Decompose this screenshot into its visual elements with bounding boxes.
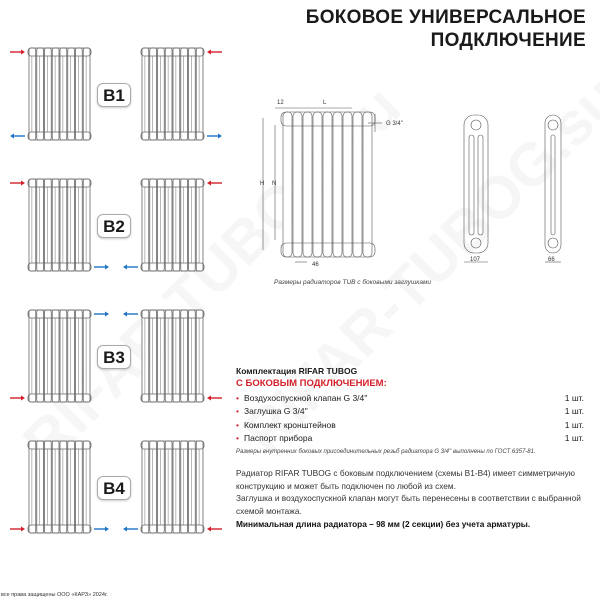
radiator-section: [37, 441, 44, 533]
copyright: все права защищены ООО «КАРЗ» 2024г.: [1, 592, 108, 598]
radiator-section: [165, 179, 172, 271]
return-arrow-icon-head: [218, 134, 222, 139]
radiator-section: [165, 441, 172, 533]
radiator-section: [158, 310, 165, 402]
radiator-section: [173, 179, 180, 271]
radiator-section: [45, 441, 52, 533]
supply-arrow-icon-head: [207, 181, 211, 186]
radiator-section: [142, 441, 149, 533]
radiator-section: [45, 179, 52, 271]
radiator-section: [173, 48, 180, 140]
dim-L: L: [323, 100, 327, 106]
supply-arrow-icon-head: [207, 527, 211, 532]
kit-item-name: Комплект кронштейнов: [243, 419, 336, 430]
radiator-section: [150, 310, 157, 402]
radiator-section: [173, 310, 180, 402]
radiator-section: [52, 48, 59, 140]
radiator-section: [181, 48, 188, 140]
dim-H: H: [260, 181, 265, 187]
kit-item: • Паспорт прибора 1 шт.: [236, 432, 584, 445]
radiator-section: [83, 310, 90, 402]
radiator-section: [150, 48, 157, 140]
radiator-section: [29, 441, 36, 533]
radiator-section: [196, 310, 203, 402]
radiator-section: [181, 179, 188, 271]
kit-item-qty: 1 шт.: [564, 432, 584, 443]
radiator-section: [165, 310, 172, 402]
radiator-column: [323, 112, 332, 257]
radiator-column: [313, 112, 322, 257]
description-p2: Заглушка и воздухоспускной клапан могут быть перенесены в соответствии с выбранной схемой монтажа.: [236, 493, 581, 517]
thread-label: G 3/4'': [386, 121, 403, 127]
return-arrow-icon-head: [123, 312, 127, 317]
radiator-section: [45, 310, 52, 402]
radiator-column: [363, 112, 372, 257]
kit-heading: Комплектация RIFAR TUBOG: [236, 366, 358, 376]
radiator-section: [29, 179, 36, 271]
radiator-section: [37, 310, 44, 402]
radiator-section: [142, 310, 149, 402]
radiator-section: [181, 441, 188, 533]
return-arrow-icon-head: [123, 527, 127, 532]
supply-arrow-icon-head: [207, 396, 211, 401]
kit-item-qty: 1 шт.: [564, 419, 584, 430]
radiator-section: [68, 48, 75, 140]
supply-arrow-icon-head: [207, 50, 211, 55]
return-arrow-icon-head: [105, 527, 109, 532]
radiator-section: [60, 179, 67, 271]
radiator-section: [150, 441, 157, 533]
radiator-section: [158, 441, 165, 533]
description: [236, 467, 584, 531]
radiator-section: [189, 179, 196, 271]
radiator-section: [52, 310, 59, 402]
kit-item: • Воздухоспускной клапан G 3/4'' 1 шт.: [236, 392, 584, 405]
radiator-section: [76, 441, 83, 533]
radiator-section: [196, 441, 203, 533]
radiator-section: [142, 48, 149, 140]
supply-arrow-icon-head: [21, 396, 25, 401]
radiator-section: [150, 179, 157, 271]
page-title: [306, 6, 586, 52]
title-line: ПОДКЛЮЧЕНИЕ: [430, 30, 586, 51]
radiator-section: [52, 441, 59, 533]
radiator-section: [68, 179, 75, 271]
radiator-section: [60, 48, 67, 140]
radiator-section: [60, 441, 67, 533]
kit-note: Размеры внутренних боковых присоединительных резьб радиатора G 3/4'' выполнены по ГОСТ 6357-81.: [236, 449, 536, 456]
kit-section: [236, 366, 584, 455]
dim-46: 46: [312, 262, 319, 268]
radiator-section: [60, 310, 67, 402]
radiator-section: [173, 441, 180, 533]
radiator-section: [196, 179, 203, 271]
return-arrow-icon-head: [10, 134, 14, 139]
dimension-drawing: [255, 90, 600, 278]
radiator-section: [158, 48, 165, 140]
kit-item: • Заглушка G 3/4'' 1 шт.: [236, 405, 584, 418]
kit-item-name: Воздухоспускной клапан G 3/4'': [243, 393, 368, 403]
supply-arrow-icon-head: [21, 181, 25, 186]
radiator-column: [353, 112, 362, 257]
radiator-section: [76, 179, 83, 271]
radiator-section: [45, 48, 52, 140]
radiator-section: [83, 441, 90, 533]
kit-item-qty: 1 шт.: [564, 393, 584, 403]
radiator-section: [37, 48, 44, 140]
radiator-section: [37, 179, 44, 271]
radiator-section: [196, 48, 203, 140]
scheme-badge: B3: [97, 345, 131, 369]
radiator-section: [189, 310, 196, 402]
radiator-column: [283, 112, 292, 257]
radiator-section: [29, 310, 36, 402]
radiator-section: [181, 310, 188, 402]
kit-item-name: Заглушка G 3/4'': [243, 406, 308, 417]
description-p1: Радиатор RIFAR TUBOG с боковым подключением (схемы В1-В4) имеет симметричную конструкцию и может быть подключен по любой из схем.: [236, 468, 576, 491]
dim-107: 107: [470, 257, 481, 263]
radiator-section: [76, 310, 83, 402]
drawing-caption: Размеры радиаторов TUB с боковыми заглушками: [274, 279, 432, 286]
radiator-section: [52, 179, 59, 271]
dim-N: N: [272, 181, 277, 187]
scheme-badge: B2: [97, 214, 131, 238]
return-arrow-icon-head: [105, 312, 109, 317]
radiator-column: [333, 112, 342, 257]
radiator-section: [76, 48, 83, 140]
radiator-column: [303, 112, 312, 257]
return-arrow-icon-head: [105, 265, 109, 270]
radiator-section: [83, 48, 90, 140]
radiator-section: [142, 179, 149, 271]
radiator-section: [68, 310, 75, 402]
supply-arrow-icon-head: [21, 527, 25, 532]
radiator-column: [293, 112, 302, 257]
scheme-badge: B1: [97, 83, 131, 107]
return-arrow-icon-head: [123, 265, 127, 270]
title-line: БОКОВОЕ УНИВЕРСАЛЬНОЕ: [305, 7, 586, 28]
radiator-section: [189, 441, 196, 533]
description-p3: Минимальная длина радиатора – 98 мм (2 секции) без учета арматуры.: [236, 518, 531, 529]
kit-subheading: С БОКОВЫМ ПОДКЛЮЧЕНИЕМ:: [236, 378, 387, 389]
radiator-section: [68, 441, 75, 533]
dim-12: 12: [277, 100, 284, 106]
kit-item: • Комплект кронштейнов 1 шт.: [236, 419, 584, 432]
dim-66: 66: [548, 257, 555, 263]
radiator-section: [158, 179, 165, 271]
radiator-section: [29, 48, 36, 140]
kit-item-qty: 1 шт.: [564, 406, 584, 417]
radiator-column: [343, 112, 352, 257]
kit-item-name: Паспорт прибора: [243, 432, 313, 443]
supply-arrow-icon-head: [21, 50, 25, 55]
radiator-section: [83, 179, 90, 271]
radiator-section: [165, 48, 172, 140]
radiator-section: [189, 48, 196, 140]
scheme-badge: B4: [97, 476, 131, 500]
